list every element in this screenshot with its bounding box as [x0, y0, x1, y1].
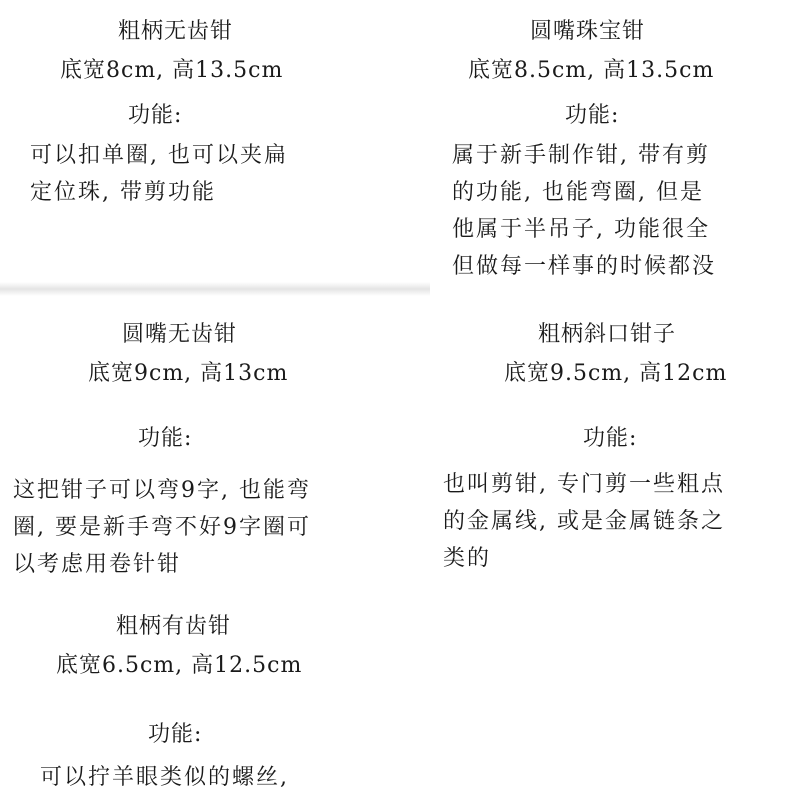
- section-divider: [0, 282, 430, 296]
- description-line: 可以扣单圈, 也可以夹扁: [30, 143, 288, 168]
- function-label: 功能:: [583, 426, 638, 451]
- description-line: 这把钳子可以弯9字, 也能弯: [13, 478, 311, 503]
- item-dimensions: 底宽9.5cm, 高12cm: [504, 361, 728, 386]
- function-label: 功能:: [128, 103, 183, 128]
- description-line: 的功能, 也能弯圈, 但是: [452, 180, 704, 205]
- item-title: 粗柄无齿钳: [118, 19, 234, 44]
- description-line: 但做每一样事的时候都没: [452, 254, 717, 279]
- function-label: 功能:: [148, 722, 203, 747]
- description-line: 属于新手制作钳, 带有剪: [452, 143, 710, 168]
- description-line: 类的: [443, 546, 492, 571]
- description-line: 他属于半吊子, 功能很全: [452, 217, 710, 242]
- description-line: 定位珠, 带剪功能: [30, 180, 216, 205]
- item-dimensions: 底宽8cm, 高13.5cm: [60, 58, 284, 83]
- description-line: 以考虑用卷针钳: [13, 552, 182, 577]
- item-dimensions: 底宽8.5cm, 高13.5cm: [468, 58, 715, 83]
- function-label: 功能:: [565, 103, 620, 128]
- function-label: 功能:: [138, 426, 193, 451]
- description-line: 也叫剪钳, 专门剪一些粗点: [443, 472, 725, 497]
- item-title: 圆嘴珠宝钳: [530, 19, 646, 44]
- description-line: 圈, 要是新手弯不好9字圈可: [13, 515, 311, 540]
- item-title: 圆嘴无齿钳: [122, 322, 238, 347]
- description-line: 可以拧羊眼类似的螺丝,: [40, 765, 289, 790]
- item-dimensions: 底宽6.5cm, 高12.5cm: [56, 653, 303, 678]
- item-title: 粗柄斜口钳子: [538, 322, 677, 347]
- item-title: 粗柄有齿钳: [116, 614, 232, 639]
- item-dimensions: 底宽9cm, 高13cm: [88, 361, 289, 386]
- description-line: 的金属线, 或是金属链条之: [443, 509, 725, 534]
